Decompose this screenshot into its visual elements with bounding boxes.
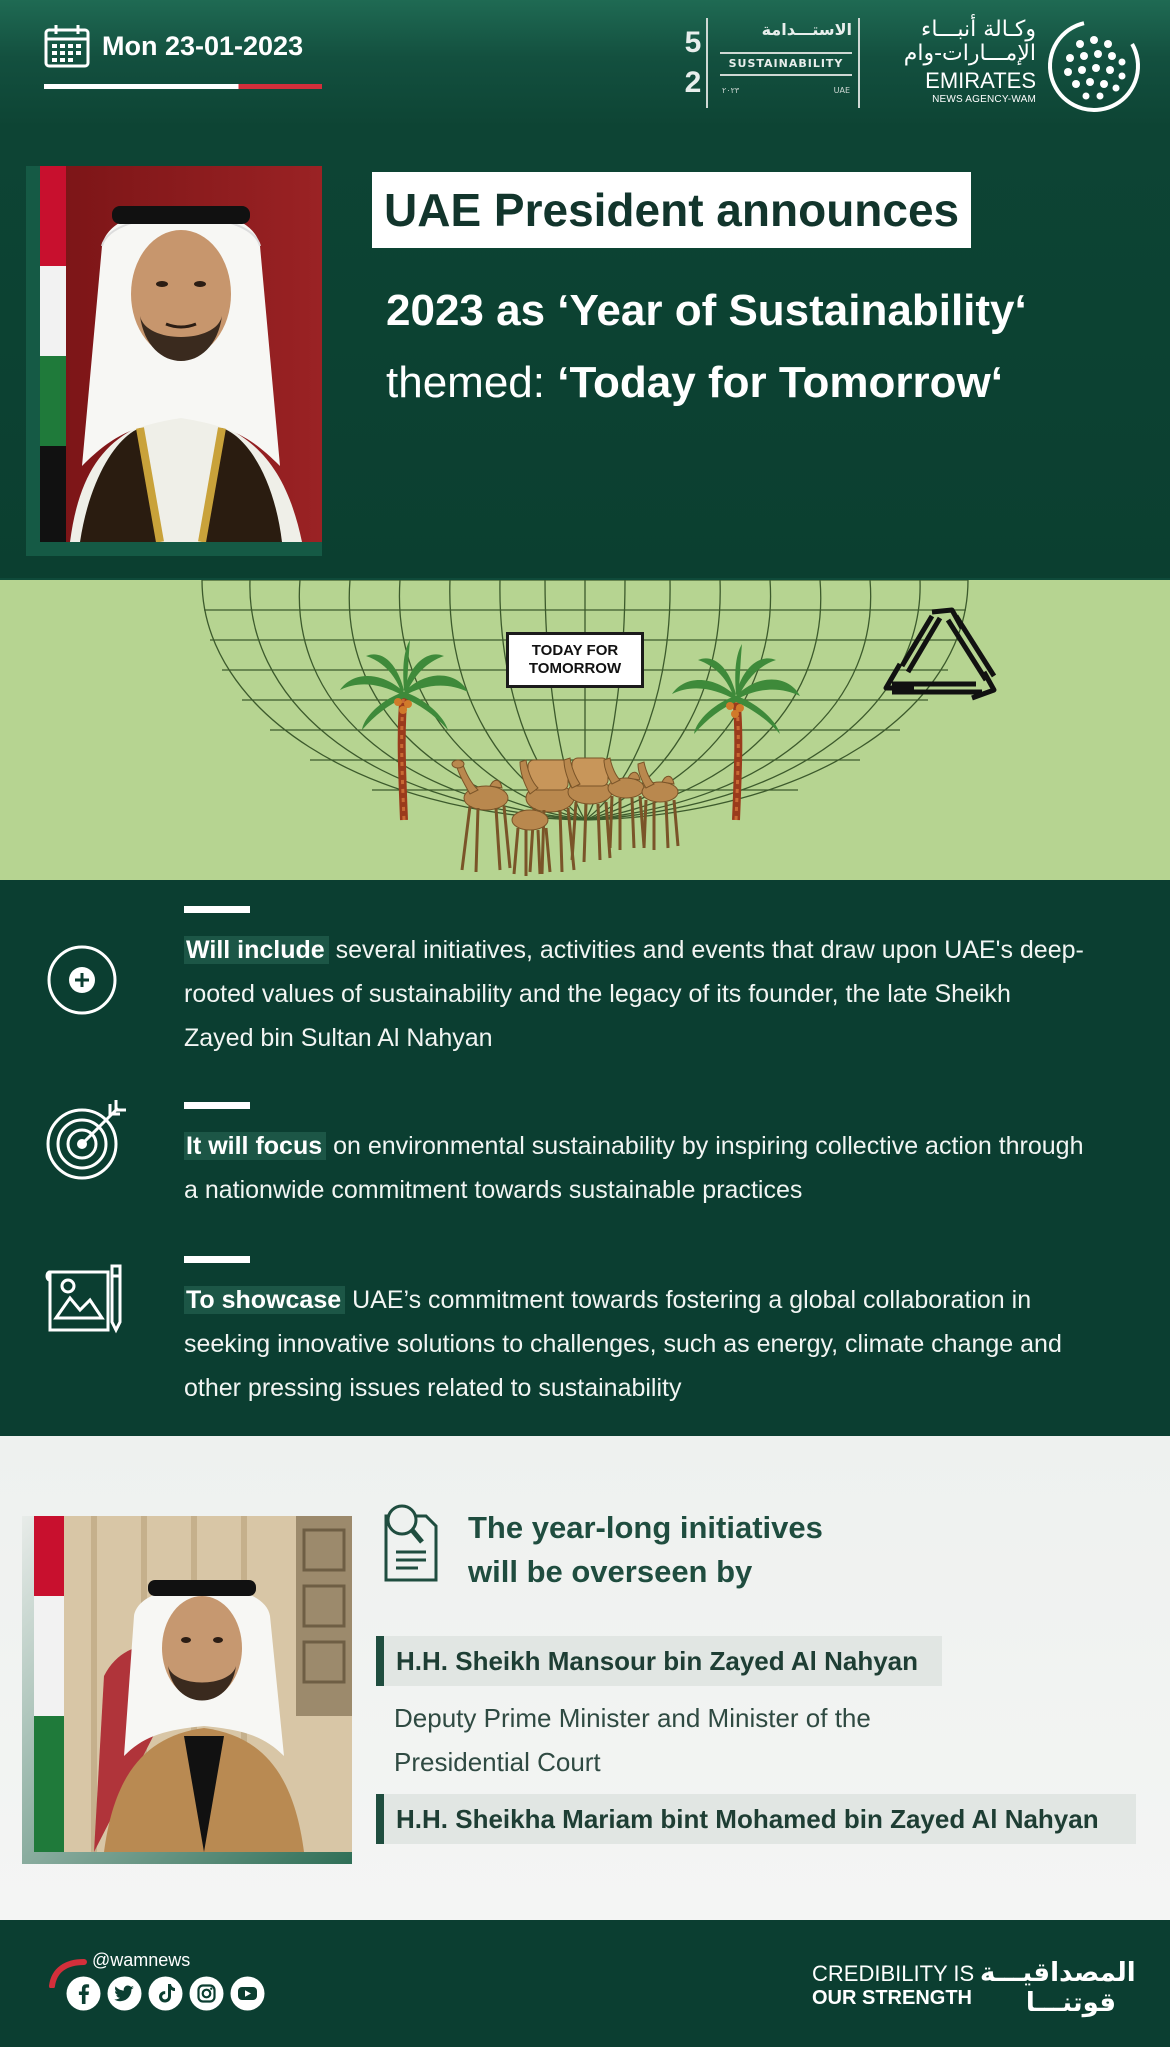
social-handle[interactable]: @wamnews bbox=[92, 1950, 191, 1970]
overseen-title-line2: will be overseen by bbox=[468, 1554, 753, 1589]
date-block bbox=[44, 24, 322, 89]
point-text bbox=[184, 1278, 1084, 1410]
credibility-line2: OUR STRENGTH bbox=[812, 1987, 972, 2009]
person-mariam: H.H. Sheikha Mariam bint Mohamed bin Zayed Al Nahyan bbox=[376, 1794, 1136, 1844]
point-dash bbox=[184, 906, 250, 913]
youtube-icon[interactable] bbox=[230, 1976, 265, 2011]
credibility-line1: CREDIBILITY IS bbox=[812, 1961, 975, 1986]
headline-theme-bold: ‘Today for Tomorrow‘ bbox=[557, 358, 1003, 407]
credibility-ar-line2: قوتنـــا bbox=[1025, 1988, 1116, 2018]
document-search-icon bbox=[376, 1502, 448, 1586]
date-underline bbox=[44, 84, 322, 89]
point-body: UAE’s commitment towards fostering a global collaboration in seeking innovative solutions to challenges, such as energy, climate change and other pressing issues related to sustainability bbox=[184, 1286, 1062, 1402]
wam-arabic-line2: الإمـــارات-وام bbox=[903, 41, 1036, 66]
recycle-icon bbox=[886, 610, 994, 698]
role-line1: Deputy Prime Minister and Minister of the bbox=[394, 1703, 871, 1733]
point-lead: Will include bbox=[184, 936, 329, 964]
logo-sustainability-label: SUSTAINABILITY bbox=[720, 52, 852, 76]
overseen-title bbox=[468, 1506, 823, 1594]
person-mansour-role bbox=[394, 1696, 994, 1784]
logo-small-right: UAE bbox=[833, 86, 850, 95]
sheikh-mansour-portrait-frame bbox=[34, 1516, 352, 1852]
point-text bbox=[184, 928, 1084, 1060]
wam-arabic-line1: وكـالة أنبـــاء bbox=[921, 17, 1036, 42]
headline-year: 2023 as ‘Year of Sustainability‘ bbox=[386, 286, 1027, 335]
headline-theme bbox=[386, 358, 1003, 408]
social-icons bbox=[66, 1976, 265, 2011]
overseen-title-line1: The year-long initiatives bbox=[468, 1510, 823, 1545]
header-section bbox=[0, 0, 1170, 578]
target-icon bbox=[44, 1098, 128, 1182]
point-body: on environmental sustainability by inspiring collective action through a nationwide commitment towards sustainable practices bbox=[184, 1132, 1084, 1204]
logo-digit-2: 2 bbox=[684, 66, 702, 99]
twitter-icon[interactable] bbox=[107, 1976, 142, 2011]
point-text bbox=[184, 1124, 1084, 1212]
logo-right-rule bbox=[858, 18, 860, 108]
point-dash bbox=[184, 1102, 250, 1109]
today-for-tomorrow-sign bbox=[506, 632, 644, 688]
credibility-english bbox=[812, 1962, 974, 2010]
wam-english-name: EMIRATES bbox=[925, 68, 1036, 93]
headline-theme-prefix: themed: bbox=[386, 358, 558, 407]
logo-digit-5: 5 bbox=[684, 26, 702, 59]
sustainability-52-logo bbox=[680, 18, 860, 110]
president-photo-illustration bbox=[40, 166, 322, 542]
credibility-ar-line1: المصداقيـــة bbox=[980, 1958, 1136, 1988]
point-dash bbox=[184, 1256, 250, 1263]
blueprint-icon bbox=[44, 1260, 126, 1342]
sign-line2: TOMORROW bbox=[528, 660, 622, 677]
point-lead: It will focus bbox=[184, 1132, 326, 1160]
overseen-section bbox=[0, 1436, 1170, 1920]
person-mansour: H.H. Sheikh Mansour bin Zayed Al Nahyan bbox=[376, 1636, 942, 1686]
point-lead: To showcase bbox=[184, 1286, 345, 1314]
logo-arabic-label: الاستـــدامة bbox=[761, 20, 852, 39]
logo-digits bbox=[680, 18, 708, 108]
date-text: Mon 23-01-2023 bbox=[102, 30, 304, 61]
headline-main: UAE President announces bbox=[372, 172, 971, 248]
sheikh-mansour-portrait bbox=[22, 1516, 352, 1864]
credibility-arabic bbox=[980, 1958, 1136, 2018]
role-line2: Presidential Court bbox=[394, 1747, 601, 1777]
logo-small-text bbox=[722, 86, 850, 95]
wam-english-sub: NEWS AGENCY-WAM bbox=[932, 94, 1036, 105]
sheikh-mansour-photo-illustration bbox=[34, 1516, 352, 1852]
footer bbox=[0, 1920, 1170, 2047]
wam-arabic-name bbox=[896, 18, 1036, 66]
point-body: several initiatives, activities and events that draw upon UAE's deep-rooted values of sustainability and the legacy of its founder, the late Sheikh Zayed bin Sultan Al Nahyan bbox=[184, 936, 1084, 1052]
plus-circle-icon bbox=[44, 942, 120, 1018]
wam-logo bbox=[903, 17, 1142, 110]
facebook-icon[interactable] bbox=[66, 1976, 101, 2011]
sign-line1: TODAY FOR bbox=[531, 642, 619, 659]
instagram-icon[interactable] bbox=[189, 1976, 224, 2011]
key-points-section bbox=[0, 880, 1170, 1436]
calendar-icon bbox=[44, 24, 90, 68]
globe-grid-illustration bbox=[0, 580, 1170, 880]
president-portrait-frame bbox=[40, 166, 322, 542]
wam-globe-icon bbox=[1046, 18, 1142, 114]
illustration-band bbox=[0, 580, 1170, 880]
tiktok-icon[interactable] bbox=[148, 1976, 183, 2011]
logo-small-left: ۲۰۲۳ bbox=[722, 86, 740, 95]
president-portrait bbox=[26, 166, 322, 556]
